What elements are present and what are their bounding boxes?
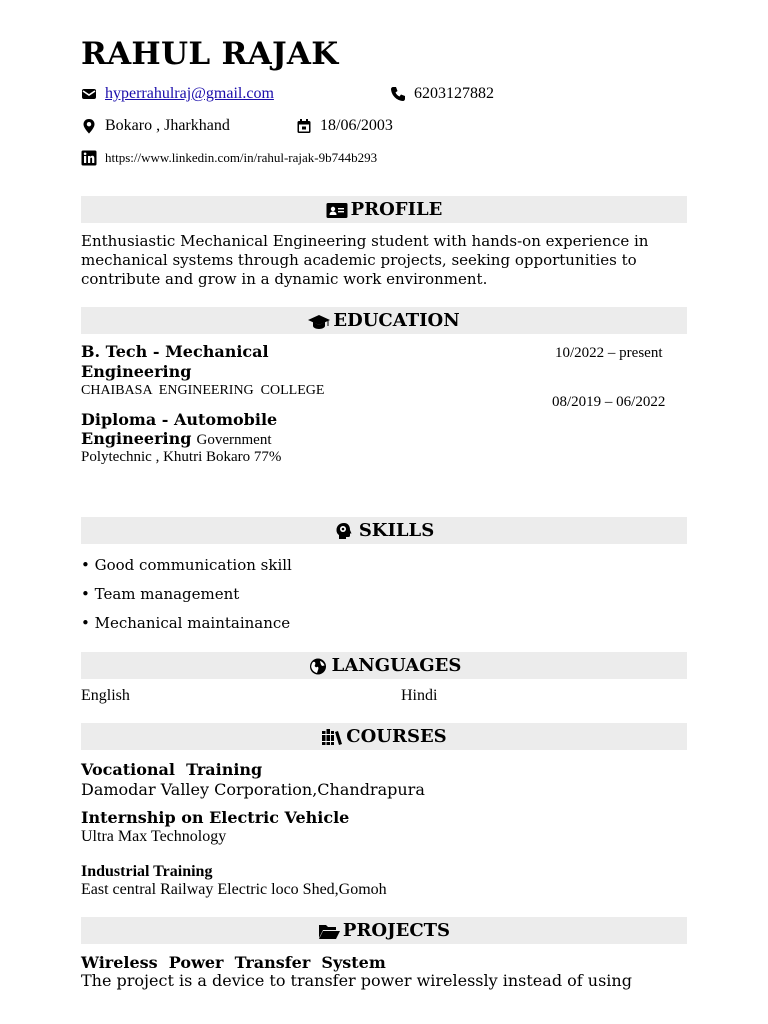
projects-section-header bbox=[81, 917, 687, 944]
profile-heading: PROFILE bbox=[350, 199, 443, 220]
skill-item-text: Team management bbox=[94, 585, 240, 603]
education-heading: EDUCATION bbox=[333, 310, 460, 331]
btech-title-line2: Engineering bbox=[81, 362, 192, 381]
education-section-header bbox=[81, 307, 687, 334]
phone-icon bbox=[390, 86, 406, 102]
dob-text: 18/06/2003 bbox=[320, 117, 393, 134]
course-title: Vocational Training bbox=[81, 760, 263, 779]
language-item: Hindi bbox=[401, 687, 438, 704]
diploma-title-line2-row bbox=[81, 429, 272, 449]
email-link[interactable]: hyperrahulraj@gmail.com bbox=[105, 85, 274, 102]
id-card-icon bbox=[326, 201, 348, 219]
course-title: Industrial Training bbox=[81, 863, 213, 880]
btech-dates: 10/2022 – present bbox=[555, 345, 663, 361]
skill-item-text: Mechanical maintainance bbox=[94, 614, 291, 632]
skill-item: • Good communication skill bbox=[81, 556, 292, 574]
courses-heading: COURSES bbox=[346, 726, 447, 747]
project-title: Wireless Power Transfer System bbox=[81, 953, 386, 972]
phone-row bbox=[390, 85, 494, 103]
diploma-title-line2: Engineering bbox=[81, 429, 192, 448]
folder-open-icon bbox=[318, 922, 340, 940]
skills-heading: SKILLS bbox=[358, 520, 435, 541]
course-org: Damodar Valley Corporation,Chandrapura bbox=[81, 780, 425, 799]
diploma-inst-line1: Government bbox=[196, 432, 272, 448]
email-row bbox=[81, 85, 274, 103]
location-row bbox=[81, 117, 230, 135]
linkedin-row bbox=[81, 150, 377, 166]
resume-name: RAHUL RAJAK bbox=[81, 36, 339, 72]
head-brain-icon bbox=[334, 522, 356, 540]
project-text: The project is a device to transfer power wirelessly instead of using bbox=[81, 971, 632, 990]
graduation-cap-icon bbox=[308, 312, 330, 330]
courses-section-header bbox=[81, 723, 687, 750]
course-org: East central Railway Electric loco Shed,Gomoh bbox=[81, 881, 387, 898]
profile-section-header bbox=[81, 196, 687, 223]
skill-item: • Mechanical maintainance bbox=[81, 614, 291, 632]
phone-number: 6203127882 bbox=[414, 85, 494, 102]
linkedin-icon bbox=[81, 150, 97, 166]
language-item: English bbox=[81, 687, 130, 704]
location-text: Bokaro , Jharkhand bbox=[105, 117, 230, 134]
diploma-title-line1: Diploma - Automobile bbox=[81, 410, 278, 429]
books-icon bbox=[321, 728, 343, 746]
diploma-inst-line2: Polytechnic , Khutri Bokaro 77% bbox=[81, 449, 282, 465]
calendar-icon bbox=[296, 118, 312, 134]
skills-section-header bbox=[81, 517, 687, 544]
skill-item: • Team management bbox=[81, 585, 240, 603]
profile-text: Enthusiastic Mechanical Engineering student with hands-on experience in mechanical systems through academic projects, seeking opportunities to contribute and grow in a dynamic work environment. bbox=[81, 232, 649, 288]
dob-row bbox=[296, 117, 393, 135]
languages-heading: LANGUAGES bbox=[331, 655, 462, 676]
diploma-dates: 08/2019 – 06/2022 bbox=[552, 394, 666, 410]
languages-section-header bbox=[81, 652, 687, 679]
linkedin-url[interactable]: https://www.linkedin.com/in/rahul-rajak-9b744b293 bbox=[105, 150, 378, 165]
envelope-icon bbox=[81, 86, 97, 102]
btech-college: CHAIBASA ENGINEERING COLLEGE bbox=[81, 383, 325, 398]
skill-item-text: Good communication skill bbox=[94, 556, 292, 574]
course-title: Internship on Electric Vehicle bbox=[81, 808, 350, 827]
btech-title-line1: B. Tech - Mechanical bbox=[81, 342, 269, 361]
globe-icon bbox=[307, 657, 329, 675]
course-org: Ultra Max Technology bbox=[81, 828, 227, 845]
projects-heading: PROJECTS bbox=[342, 920, 451, 941]
map-pin-icon bbox=[81, 118, 97, 134]
